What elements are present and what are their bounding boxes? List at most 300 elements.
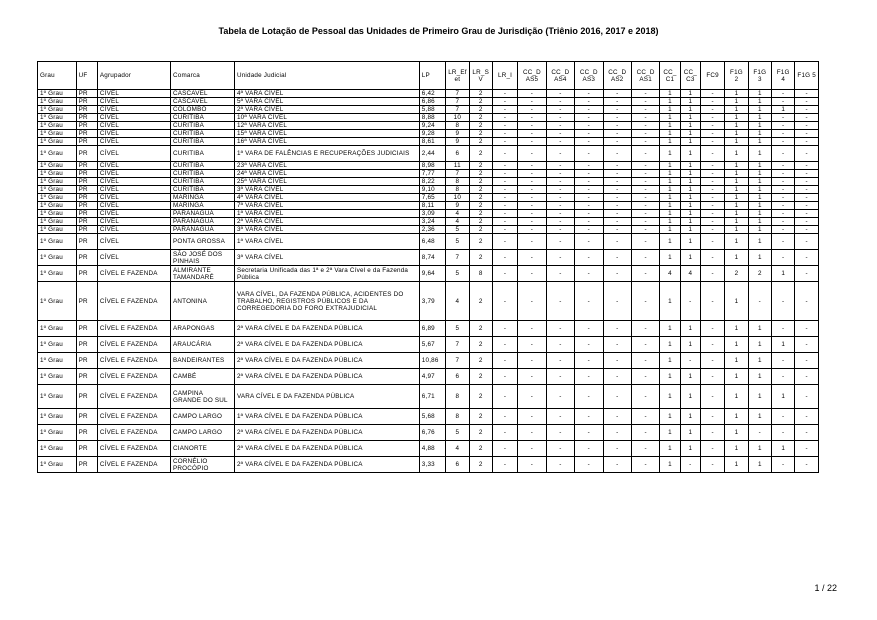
table-cell: - xyxy=(575,98,603,106)
table-cell: - xyxy=(700,226,724,234)
table-cell: 1 xyxy=(748,106,771,114)
table-cell: - xyxy=(795,250,819,266)
table-cell: - xyxy=(700,409,724,425)
table-cell: 8 xyxy=(446,409,469,425)
table-cell: 1 xyxy=(748,178,771,186)
table-cell: PR xyxy=(76,146,97,162)
table-cell: - xyxy=(795,321,819,337)
table-row xyxy=(38,282,819,321)
table-cell: - xyxy=(518,218,546,226)
table-cell: 6,89 xyxy=(419,321,445,337)
table-cell: 1 xyxy=(680,409,700,425)
table-cell: - xyxy=(795,114,819,122)
table-cell: - xyxy=(546,282,574,321)
table-cell: - xyxy=(575,282,603,321)
table-cell: COLOMBO xyxy=(171,106,235,114)
table-cell: - xyxy=(575,369,603,385)
table-cell: - xyxy=(772,353,795,369)
table-cell: CÍVEL E FAZENDA xyxy=(97,369,170,385)
table-cell: - xyxy=(631,425,659,441)
table-row xyxy=(38,194,819,202)
table-cell: 2 xyxy=(469,210,492,218)
table-cell: CÍVEL xyxy=(97,162,170,170)
table-cell: 7 xyxy=(446,106,469,114)
table-cell: - xyxy=(546,210,574,218)
table-cell: - xyxy=(795,353,819,369)
table-cell: - xyxy=(492,130,517,138)
table-cell: CAMPO LARGO xyxy=(171,409,235,425)
table-cell: - xyxy=(492,457,517,473)
table-cell: - xyxy=(603,425,631,441)
table-cell: 1º Grau xyxy=(38,138,77,146)
table-cell: - xyxy=(492,210,517,218)
table-cell: - xyxy=(546,114,574,122)
table-cell: - xyxy=(795,234,819,250)
table-cell: 2 xyxy=(469,202,492,210)
table-cell: 1 xyxy=(725,425,748,441)
table-cell: 8 xyxy=(446,385,469,409)
table-cell: 1 xyxy=(772,337,795,353)
table-cell: 1 xyxy=(748,457,771,473)
table-row xyxy=(38,337,819,353)
table-cell: 2 xyxy=(469,218,492,226)
table-cell: - xyxy=(772,146,795,162)
table-cell: 1º Grau xyxy=(38,210,77,218)
table-cell: - xyxy=(631,337,659,353)
table-cell: - xyxy=(546,369,574,385)
table-cell: - xyxy=(546,130,574,138)
table-cell: 1 xyxy=(748,130,771,138)
table-cell: - xyxy=(700,425,724,441)
table-cell: - xyxy=(772,186,795,194)
column-header: CC_D AS1 xyxy=(631,62,659,90)
table-cell: 1ª VARA CÍVEL xyxy=(234,234,419,250)
table-cell: CURITIBA xyxy=(171,130,235,138)
table-cell: 1 xyxy=(680,114,700,122)
table-cell: MARINGÁ xyxy=(171,194,235,202)
table-row xyxy=(38,409,819,425)
table-cell: - xyxy=(518,353,546,369)
table-cell: - xyxy=(631,194,659,202)
table-cell: - xyxy=(546,138,574,146)
table-cell: 1 xyxy=(725,234,748,250)
table-cell: - xyxy=(575,146,603,162)
table-cell: 2,44 xyxy=(419,146,445,162)
table-cell: CASCAVEL xyxy=(171,98,235,106)
table-cell: 2,36 xyxy=(419,226,445,234)
table-cell: - xyxy=(772,425,795,441)
table-cell: - xyxy=(603,250,631,266)
table-cell: - xyxy=(603,130,631,138)
table-cell: - xyxy=(700,98,724,106)
table-cell: - xyxy=(492,194,517,202)
table-cell: 2 xyxy=(469,250,492,266)
table-cell: 1º Grau xyxy=(38,202,77,210)
table-cell: 1 xyxy=(725,114,748,122)
table-cell: - xyxy=(700,186,724,194)
table-cell: PR xyxy=(76,441,97,457)
table-cell: CÍVEL E FAZENDA xyxy=(97,425,170,441)
table-cell: - xyxy=(631,385,659,409)
table-cell: 8 xyxy=(469,266,492,282)
table-cell: - xyxy=(603,122,631,130)
table-cell: - xyxy=(492,106,517,114)
table-cell: - xyxy=(603,441,631,457)
table-cell: - xyxy=(795,337,819,353)
table-cell: 1 xyxy=(748,90,771,98)
table-cell: 1º Grau xyxy=(38,385,77,409)
table-cell: - xyxy=(546,218,574,226)
table-cell: PR xyxy=(76,138,97,146)
table-cell: 5 xyxy=(446,266,469,282)
table-cell: CAMPO LARGO xyxy=(171,425,235,441)
table-cell: - xyxy=(795,106,819,114)
table-cell: - xyxy=(772,130,795,138)
table-cell: 1 xyxy=(660,210,680,218)
column-header: Agrupador xyxy=(97,62,170,90)
table-cell: - xyxy=(795,369,819,385)
table-cell: - xyxy=(518,98,546,106)
staffing-table xyxy=(37,61,819,473)
table-cell: 2 xyxy=(469,234,492,250)
table-cell: - xyxy=(795,194,819,202)
table-cell: - xyxy=(795,98,819,106)
table-row xyxy=(38,234,819,250)
table-cell: 1 xyxy=(660,234,680,250)
table-cell: 1 xyxy=(748,162,771,170)
table-cell: - xyxy=(518,457,546,473)
table-cell: - xyxy=(795,202,819,210)
table-cell: 3,24 xyxy=(419,218,445,226)
column-header: CC_D AS5 xyxy=(518,62,546,90)
table-row xyxy=(38,178,819,186)
table-cell: PR xyxy=(76,162,97,170)
table-cell: 1 xyxy=(725,186,748,194)
table-cell: - xyxy=(518,210,546,218)
table-cell: 4 xyxy=(446,282,469,321)
table-cell: 2 xyxy=(469,106,492,114)
table-cell: - xyxy=(603,178,631,186)
table-row xyxy=(38,218,819,226)
table-cell: - xyxy=(603,170,631,178)
table-cell: CÍVEL xyxy=(97,122,170,130)
table-cell: 3,09 xyxy=(419,210,445,218)
column-header: F1G 3 xyxy=(748,62,771,90)
table-cell: - xyxy=(772,321,795,337)
table-cell: - xyxy=(772,170,795,178)
table-cell: 1 xyxy=(725,194,748,202)
table-cell: 1 xyxy=(680,202,700,210)
table-cell: 1 xyxy=(660,130,680,138)
table-cell: - xyxy=(492,369,517,385)
table-cell: 1 xyxy=(680,122,700,130)
table-cell: 1 xyxy=(680,194,700,202)
table-cell: 1 xyxy=(660,122,680,130)
table-cell: - xyxy=(700,138,724,146)
table-cell: 1º Grau xyxy=(38,146,77,162)
table-cell: CÍVEL xyxy=(97,226,170,234)
table-cell: 1 xyxy=(725,409,748,425)
table-cell: 1 xyxy=(660,425,680,441)
table-cell: 1 xyxy=(660,106,680,114)
table-cell: - xyxy=(631,409,659,425)
table-cell: 1º Grau xyxy=(38,130,77,138)
table-cell: 10 xyxy=(446,194,469,202)
table-cell: CORNÉLIO PROCÓPIO xyxy=(171,457,235,473)
table-cell: - xyxy=(700,441,724,457)
table-cell: PR xyxy=(76,457,97,473)
table-cell: 1 xyxy=(725,250,748,266)
table-cell: - xyxy=(575,250,603,266)
table-cell: - xyxy=(575,114,603,122)
table-cell: - xyxy=(492,162,517,170)
table-cell: - xyxy=(603,218,631,226)
table-cell: 2ª VARA CÍVEL E DA FAZENDA PÚBLICA xyxy=(234,337,419,353)
table-cell: 1 xyxy=(748,353,771,369)
table-cell: - xyxy=(700,353,724,369)
table-cell: 1 xyxy=(725,178,748,186)
table-cell: - xyxy=(603,385,631,409)
table-cell: 1 xyxy=(748,321,771,337)
table-cell: 6 xyxy=(446,369,469,385)
table-cell: - xyxy=(575,385,603,409)
table-cell: 4 xyxy=(446,441,469,457)
table-cell: - xyxy=(795,146,819,162)
table-cell: - xyxy=(700,130,724,138)
table-cell: 10,86 xyxy=(419,353,445,369)
table-cell: - xyxy=(575,409,603,425)
table-cell: - xyxy=(700,282,724,321)
table-cell: - xyxy=(492,234,517,250)
table-cell: 1 xyxy=(680,178,700,186)
table-cell: 1º Grau xyxy=(38,106,77,114)
table-cell: - xyxy=(631,170,659,178)
table-cell: CÍVEL xyxy=(97,234,170,250)
table-cell: CÍVEL E FAZENDA xyxy=(97,385,170,409)
table-cell: 2ª VARA CÍVEL xyxy=(234,218,419,226)
table-cell: 1º Grau xyxy=(38,266,77,282)
table-cell: CÍVEL xyxy=(97,146,170,162)
table-row xyxy=(38,441,819,457)
table-cell: - xyxy=(680,353,700,369)
table-cell: 2ª VARA CÍVEL E DA FAZENDA PÚBLICA xyxy=(234,441,419,457)
table-cell: - xyxy=(575,337,603,353)
table-cell: 6 xyxy=(446,146,469,162)
table-row xyxy=(38,122,819,130)
table-cell: 1º Grau xyxy=(38,218,77,226)
table-cell: - xyxy=(772,138,795,146)
table-cell: 1 xyxy=(725,98,748,106)
table-cell: - xyxy=(575,266,603,282)
table-cell: PR xyxy=(76,170,97,178)
table-cell: 1 xyxy=(680,441,700,457)
table-cell: 1 xyxy=(680,130,700,138)
table-cell: CASCAVEL xyxy=(171,90,235,98)
table-cell: - xyxy=(575,130,603,138)
table-cell: 2 xyxy=(469,226,492,234)
table-cell: - xyxy=(795,226,819,234)
table-row xyxy=(38,162,819,170)
table-cell: - xyxy=(492,266,517,282)
table-cell: - xyxy=(546,106,574,114)
table-cell: 7 xyxy=(446,337,469,353)
table-cell: - xyxy=(631,162,659,170)
table-cell: - xyxy=(603,266,631,282)
table-cell: - xyxy=(700,250,724,266)
table-cell: 6,48 xyxy=(419,234,445,250)
table-cell: 8 xyxy=(446,122,469,130)
table-cell: - xyxy=(575,122,603,130)
table-cell: PR xyxy=(76,114,97,122)
table-cell: - xyxy=(546,178,574,186)
column-header: F1G 4 xyxy=(772,62,795,90)
table-cell: 1º Grau xyxy=(38,457,77,473)
table-cell: CURITIBA xyxy=(171,114,235,122)
table-cell: CÍVEL xyxy=(97,106,170,114)
table-cell: 2 xyxy=(469,146,492,162)
table-cell: PR xyxy=(76,194,97,202)
table-cell: PR xyxy=(76,282,97,321)
table-cell: CÍVEL E FAZENDA xyxy=(97,282,170,321)
table-cell: CÍVEL xyxy=(97,218,170,226)
table-cell: CÍVEL E FAZENDA xyxy=(97,266,170,282)
table-cell: - xyxy=(518,441,546,457)
table-cell: - xyxy=(795,282,819,321)
table-cell: PR xyxy=(76,226,97,234)
table-cell: - xyxy=(603,337,631,353)
table-cell: 4 xyxy=(446,210,469,218)
table-cell: - xyxy=(518,138,546,146)
table-cell: 10 xyxy=(446,114,469,122)
table-cell: CÍVEL E FAZENDA xyxy=(97,409,170,425)
table-cell: CÍVEL E FAZENDA xyxy=(97,321,170,337)
table-cell: 1 xyxy=(725,369,748,385)
table-cell: - xyxy=(772,234,795,250)
table-cell: 2 xyxy=(469,425,492,441)
table-cell: - xyxy=(795,170,819,178)
table-cell: 1 xyxy=(680,369,700,385)
table-cell: - xyxy=(546,234,574,250)
table-cell: 1 xyxy=(772,266,795,282)
table-cell: PARANAGUÁ xyxy=(171,226,235,234)
table-cell: - xyxy=(795,457,819,473)
table-cell: 1 xyxy=(660,250,680,266)
table-cell: 1 xyxy=(660,202,680,210)
column-header: CC_ C1 xyxy=(660,62,680,90)
table-cell: 1 xyxy=(725,106,748,114)
table-cell: MARINGÁ xyxy=(171,202,235,210)
column-header: F1G 5 xyxy=(795,62,819,90)
table-cell: 2ª VARA CÍVEL E DA FAZENDA PÚBLICA xyxy=(234,457,419,473)
table-cell: - xyxy=(748,425,771,441)
table-row xyxy=(38,425,819,441)
table-cell: 1 xyxy=(725,146,748,162)
table-cell: - xyxy=(772,218,795,226)
table-cell: 1º Grau xyxy=(38,337,77,353)
table-cell: - xyxy=(492,178,517,186)
table-cell: - xyxy=(603,202,631,210)
table-cell: - xyxy=(631,457,659,473)
table-cell: - xyxy=(546,90,574,98)
table-cell: - xyxy=(518,146,546,162)
table-cell: - xyxy=(492,425,517,441)
table-cell: - xyxy=(631,353,659,369)
table-cell: - xyxy=(795,210,819,218)
table-cell: 1 xyxy=(660,337,680,353)
table-cell: 1 xyxy=(748,138,771,146)
table-cell: - xyxy=(795,90,819,98)
table-cell: 5 xyxy=(446,234,469,250)
table-cell: 5ª VARA CÍVEL xyxy=(234,98,419,106)
table-cell: - xyxy=(546,202,574,210)
table-cell: 1 xyxy=(748,122,771,130)
table-cell: - xyxy=(795,266,819,282)
table-cell: - xyxy=(518,369,546,385)
table-cell: 2 xyxy=(748,266,771,282)
table-cell: - xyxy=(603,186,631,194)
table-cell: - xyxy=(700,321,724,337)
table-cell: - xyxy=(631,202,659,210)
table-cell: - xyxy=(546,441,574,457)
table-cell: 7 xyxy=(446,250,469,266)
table-cell: 9,28 xyxy=(419,130,445,138)
table-cell: - xyxy=(492,250,517,266)
table-header-row xyxy=(38,62,819,90)
table-cell: PR xyxy=(76,202,97,210)
table-cell: 8,11 xyxy=(419,202,445,210)
column-header: LP xyxy=(419,62,445,90)
table-cell: 8,74 xyxy=(419,250,445,266)
table-cell: 25ª VARA CÍVEL xyxy=(234,178,419,186)
table-cell: - xyxy=(772,409,795,425)
table-cell: - xyxy=(700,122,724,130)
table-cell: 1 xyxy=(725,218,748,226)
table-cell: 5,67 xyxy=(419,337,445,353)
table-cell: 1 xyxy=(680,186,700,194)
table-cell: 9,10 xyxy=(419,186,445,194)
table-cell: 1 xyxy=(660,218,680,226)
table-cell: PR xyxy=(76,178,97,186)
table-cell: - xyxy=(631,106,659,114)
table-cell: CÍVEL E FAZENDA xyxy=(97,353,170,369)
table-cell: 9 xyxy=(446,202,469,210)
table-cell: PARANAGUÁ xyxy=(171,210,235,218)
table-cell: CÍVEL E FAZENDA xyxy=(97,457,170,473)
table-cell: PR xyxy=(76,98,97,106)
table-cell: 2ª VARA CÍVEL E DA FAZENDA PÚBLICA xyxy=(234,321,419,337)
table-cell: 1º Grau xyxy=(38,114,77,122)
table-cell: 1 xyxy=(680,425,700,441)
table-cell: 1 xyxy=(660,457,680,473)
table-cell: 9 xyxy=(446,130,469,138)
table-cell: 2 xyxy=(469,130,492,138)
table-cell: - xyxy=(795,178,819,186)
table-cell: CURITIBA xyxy=(171,146,235,162)
table-cell: 1 xyxy=(725,441,748,457)
table-row xyxy=(38,170,819,178)
table-cell: 1 xyxy=(680,170,700,178)
table-cell: - xyxy=(631,122,659,130)
table-cell: - xyxy=(700,337,724,353)
table-cell: CÍVEL xyxy=(97,90,170,98)
table-cell: - xyxy=(492,186,517,194)
table-cell: - xyxy=(575,106,603,114)
table-cell: 5 xyxy=(446,321,469,337)
table-cell: 1 xyxy=(725,226,748,234)
table-cell: 3ª VARA CÍVEL xyxy=(234,250,419,266)
table-cell: 8,98 xyxy=(419,162,445,170)
table-cell: 1 xyxy=(660,178,680,186)
